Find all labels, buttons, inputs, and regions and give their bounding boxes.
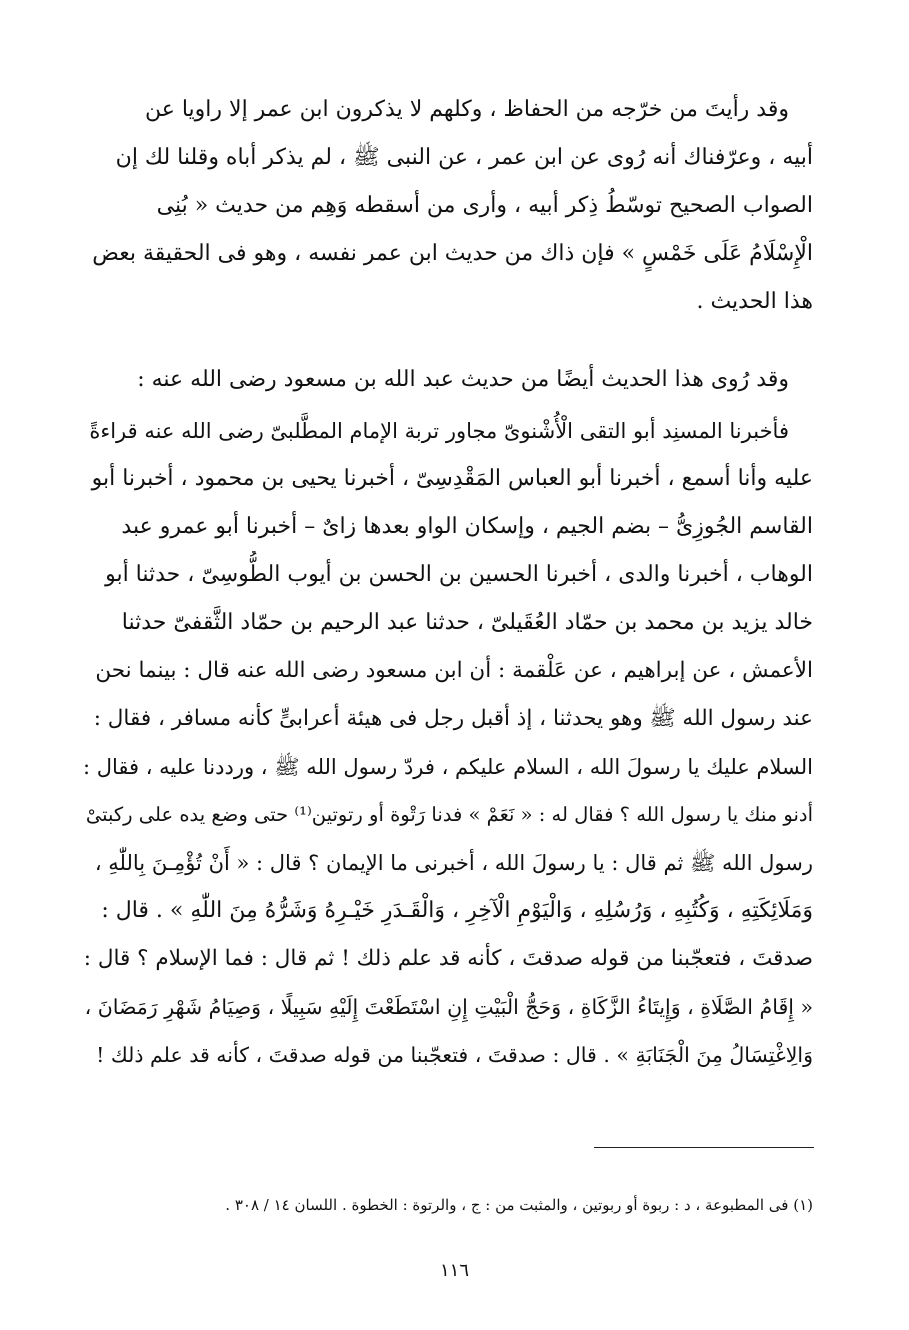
text-line: خالد يزيد بن محمد بن حمّاد العُقَيلىّ ، حدثنا عبد الرحيم بن حمّاد الثَّقفىّ حدثنا: [121, 610, 813, 635]
text-line: وَالِاغْتِسَالُ مِنَ الْجَنَابَةِ » . قال : صدقتَ ، فتعجّبنا من قوله صدقتَ ، كأنه قد علم ذلك !: [96, 1043, 813, 1067]
text-line: وقد رُوى هذا الحديث أيضًا من حديث عبد الله بن مسعود رضى الله عنه :: [137, 367, 789, 392]
text-line: وقد رأيتَ من خرّجه من الحفاظ ، وكلهم لا يذكرون ابن عمر إلا راويا عن: [144, 97, 789, 122]
text-line: « إِقَامُ الصَّلَاةِ ، وَإِيتَاءُ الزَّكَاةِ ، وَحَجُّ الْبَيْتِ إِنِ اسْتَطَعْتَ إِلَيْهِ سَبِيلًا ، وَصِيَامُ شَهْرِ رَمَضَانَ ،: [84, 995, 813, 1019]
text-line: الصواب الصحيح توسّطُ ذِكر أبيه ، وأرى من أسقطه وَهِم من حديث « بُنِى: [156, 193, 813, 218]
text-line: الْإِسْلَامُ عَلَى خَمْسٍ » فإن ذاك من حديث ابن عمر نفسه ، وهو فى الحقيقة بعض: [92, 241, 813, 266]
footnote-separator: [594, 1147, 814, 1148]
text-line: أدنو منك يا رسول الله ؟ فقال له : « نَعَمْ » فدنا رَتْوة أو رتوتين⁽¹⁾ حتى وضع يده على ركبتىْ: [85, 803, 813, 826]
paragraph-1: [83, 86, 813, 326]
text-line: السلام عليك يا رسولَ الله ، السلام عليكم ، فردّ رسول الله ﷺ ، ورددنا عليه ، فقال :: [83, 755, 813, 779]
text-line: فأخبرنا المسنِد أبو التقى الْأُشْنوىّ مجاور تربة الإمام المطَّلبىّ رضى الله عنه قراءةً: [89, 419, 789, 443]
text-line: الوهاب ، أخبرنا والدى ، أخبرنا الحسين بن الحسن بن أيوب الطُّوسِىّ ، حدثنا أبو: [105, 562, 813, 587]
text-line: أبيه ، وعرّفناك أنه رُوى عن ابن عمر ، عن النبى ﷺ ، لم يذكر أباه وقلنا لك إن: [115, 145, 813, 170]
text-line: هذا الحديث .: [696, 289, 813, 314]
paragraph-3: [83, 407, 813, 1079]
text-line: القاسم الجُوزِىُّ – بضم الجيم ، وإسكان الواو بعدها زاىٌ – أخبرنا أبو عمرو عبد: [121, 514, 813, 539]
text-line: عليه وأنا أسمع ، أخبرنا أبو العباس المَقْدِسِىّ ، أخبرنا يحيى بن محمود ، أخبرنا أبو: [91, 466, 813, 491]
page-number: ١١٦: [439, 1260, 469, 1281]
text-line: عند رسول الله ﷺ وهو يحدثنا ، إذ أقبل رجل فى هيئة أعرابىٍّ كأنه مسافر ، فقال :: [93, 706, 813, 731]
text-line: وَمَلَائِكَتِهِ ، وَكُتُبِهِ ، وَرُسُلِهِ ، وَالْيَوْمِ الْآخِرِ ، وَالْقَـدَرِ خَيْـرِهُ وَشَرُّهُ مِنَ اللّٰهِ » . قال :: [101, 898, 813, 923]
footnote: (١) فى المطبوعة ، د : ربوة أو ربوتين ، والمثبت من : ج ، والرتوة : الخطوة . اللسان ١٤ / ٣٠٨ .: [225, 1196, 813, 1214]
text-line: الأعمش ، عن إبراهيم ، عن عَلْقمة : أن ابن مسعود رضى الله عنه قال : بينما نحن: [95, 658, 813, 683]
paragraph-2: [83, 356, 813, 404]
text-line: صدقتَ ، فتعجّبنا من قوله صدقتَ ، كأنه قد علم ذلك ! ثم قال : فما الإسلام ؟ قال :: [83, 946, 813, 971]
text-line: رسول الله ﷺ ثم قال : يا رسولَ الله ، أخبرنى ما الإيمان ؟ قال : « أَنْ تُؤْمِـنَ بِاللّٰهِ ،: [94, 851, 813, 875]
